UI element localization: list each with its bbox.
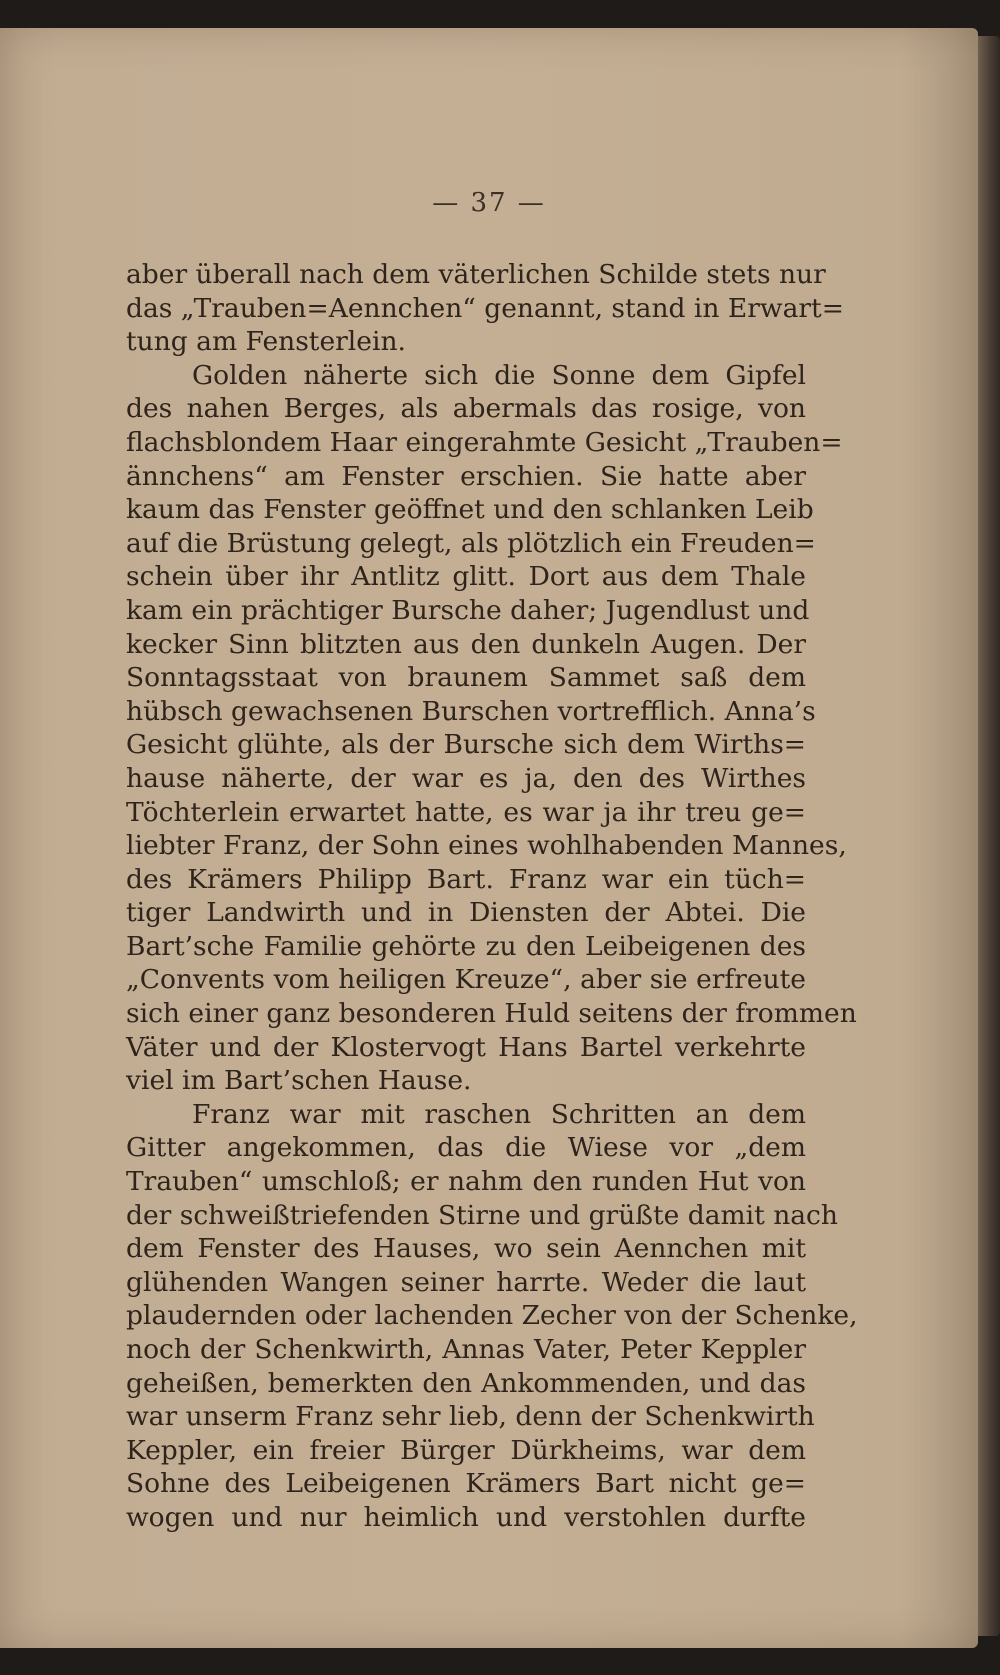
text-line: ännchens“ am Fenster erschien. Sie hatte aber [126, 460, 806, 492]
text-line: Bart’sche Familie gehörte zu den Leibeigenen des [126, 930, 806, 962]
text-line: Väter und der Klostervogt Hans Bartel verkehrte [126, 1031, 806, 1063]
text-line: Töchterlein erwartet hatte, es war ja ihr treu ge= [126, 796, 806, 828]
text-line: dem Fenster des Hauses, wo sein Aennchen mit [126, 1233, 806, 1265]
text-line: noch der Schenkwirth, Annas Vater, Peter Keppler [126, 1334, 806, 1365]
text-line: sich einer ganz besonderen Huld seitens der frommen [126, 998, 857, 1030]
text-line: der schweißtriefenden Stirne und grüßte damit nach [126, 1199, 838, 1231]
text-line: tiger Landwirth und in Diensten der Abtei. Die [126, 897, 806, 929]
text-line: „Convents vom heiligen Kreuze“, aber sie erfreute [126, 964, 806, 996]
text-line: plaudernden oder lachenden Zecher von der Schenke, [126, 1300, 858, 1332]
text-line: hübsch gewachsenen Burschen vortrefflich. Anna’s [126, 695, 816, 727]
text-line: Keppler, ein freier Bürger Dürkheims, war dem [126, 1434, 806, 1466]
text-line: wogen und nur heimlich und verstohlen durfte [126, 1501, 806, 1533]
text-line: auf die Brüstung gelegt, als plötzlich ein Freuden= [126, 527, 816, 559]
text-line: Golden näherte sich die Sonne dem Gipfel [192, 359, 806, 391]
text-line: Gesicht glühte, als der Bursche sich dem Wirths= [126, 729, 806, 761]
text-line: kam ein prächtiger Bursche daher; Jugendlust und [126, 594, 810, 626]
text-line: flachsblondem Haar eingerahmte Gesicht „Trauben= [126, 426, 843, 458]
text-line: kaum das Fenster geöffnet und den schlanken Leib [126, 494, 814, 526]
text-line: geheißen, bemerkten den Ankommenden, und das [126, 1367, 806, 1399]
text-line: Trauben“ umschloß; er nahm den runden Hut von [126, 1166, 806, 1198]
text-line: Gitter angekommen, das die Wiese vor „dem [126, 1132, 806, 1164]
text-line: das „Trauben=Aennchen“ genannt, stand in Erwart= [126, 292, 844, 324]
text-line: Sohne des Leibeigenen Krämers Bart nicht ge= [126, 1468, 806, 1500]
text-line: war unserm Franz sehr lieb, denn der Schenkwirth [126, 1401, 815, 1433]
text-line: glühenden Wangen seiner harrte. Weder die laut [126, 1266, 806, 1298]
page-paper [0, 28, 978, 1648]
page-number: — 37 — [432, 188, 546, 218]
text-line: aber überall nach dem väterlichen Schilde stets nur [126, 259, 826, 290]
text-line: hause näherte, der war es ja, den des Wirthes [126, 762, 806, 794]
text-line: schein über ihr Antlitz glitt. Dort aus dem Thale [126, 561, 806, 593]
text-line: Sonntagsstaat von braunem Sammet saß dem [126, 662, 806, 694]
text-line: kecker Sinn blitzten aus den dunkeln Augen. Der [126, 628, 806, 660]
text-line: liebter Franz, der Sohn eines wohlhabenden Mannes, [126, 830, 847, 862]
text-line: des Krämers Philipp Bart. Franz war ein tüch= [126, 863, 806, 895]
text-line: Franz war mit raschen Schritten an dem [192, 1098, 806, 1130]
text-line: viel im Bart’schen Hause. [126, 1065, 472, 1097]
text-line: des nahen Berges, als abermals das rosige, von [126, 393, 806, 425]
body-text [126, 258, 858, 1535]
text-line: tung am Fensterlein. [126, 326, 406, 358]
